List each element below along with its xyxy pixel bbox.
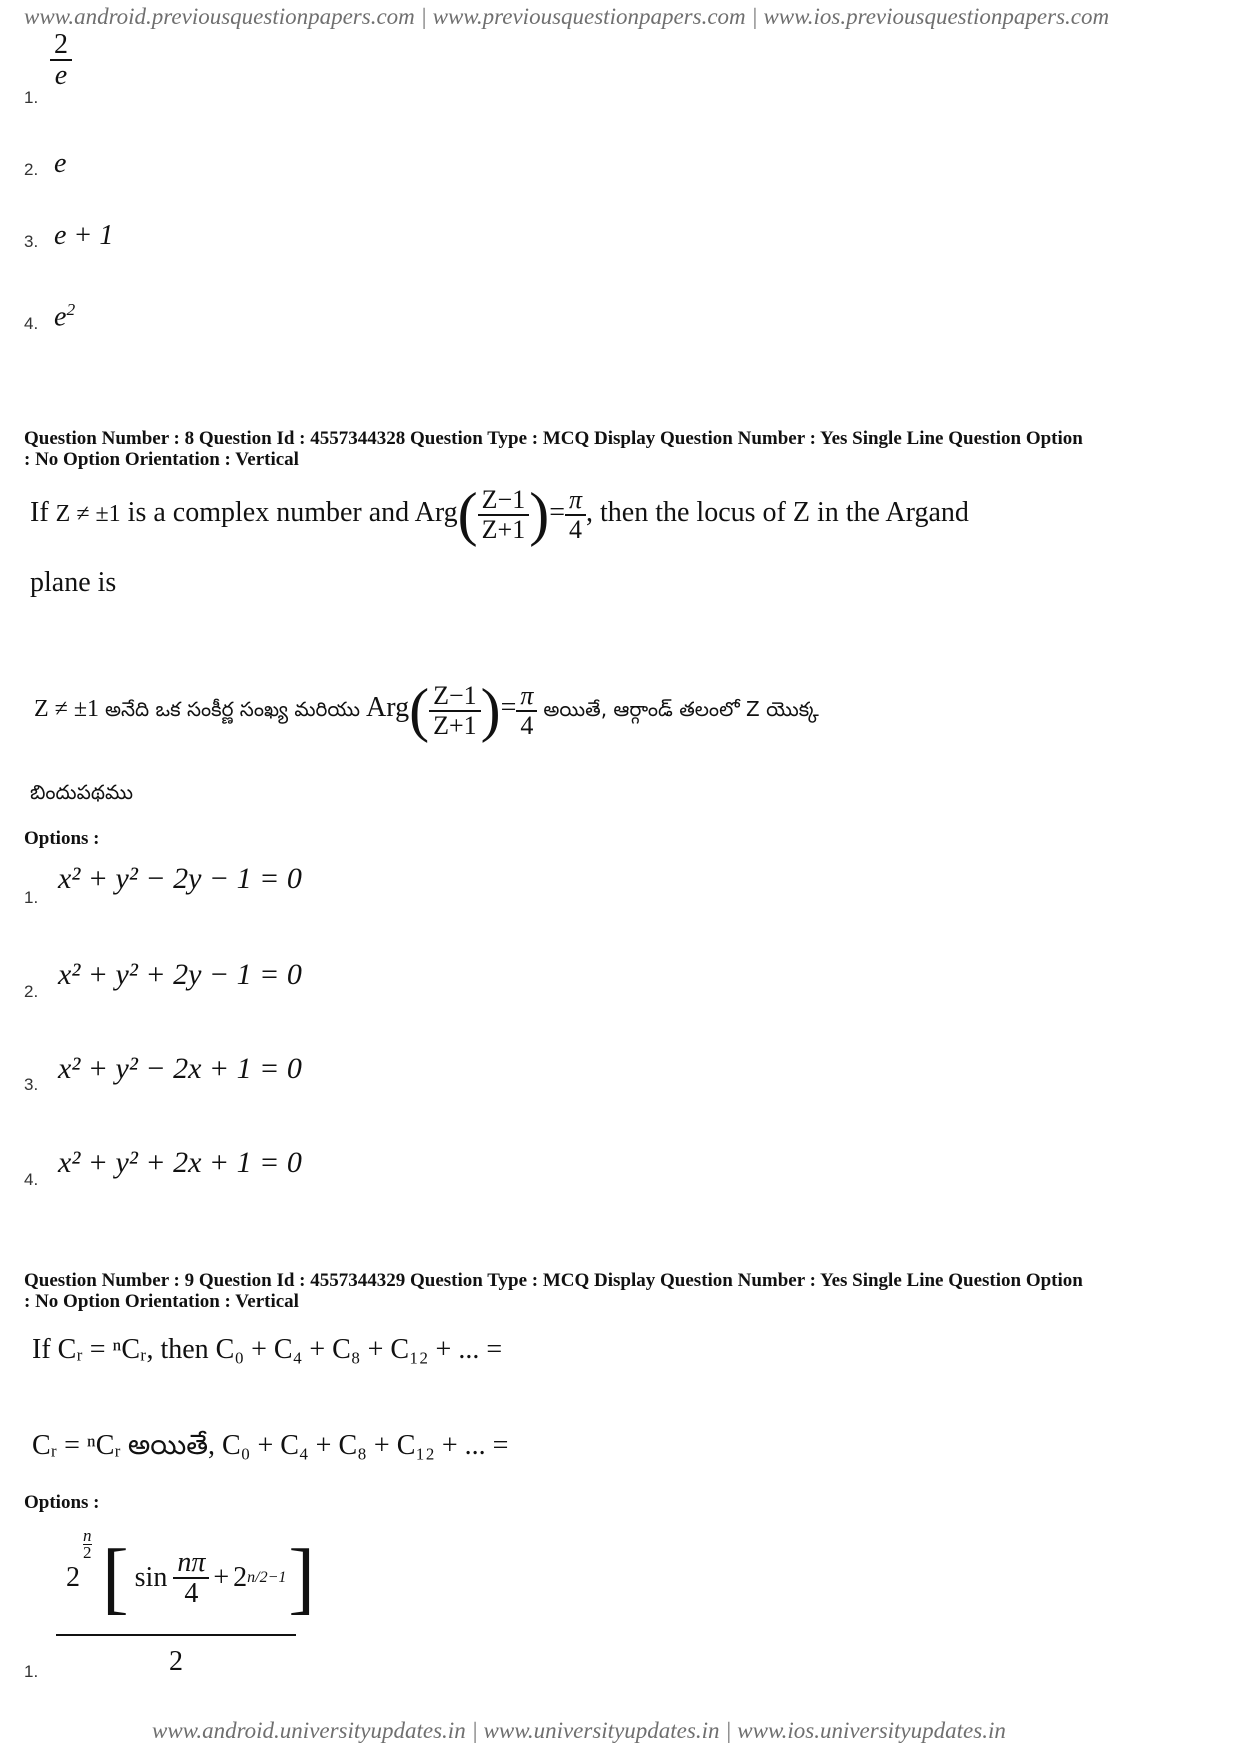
q8-en-part2: is a complex number and [127, 496, 410, 528]
question-8-telugu: Z ≠ ±1 అనేది ఒక సంకీర్ణ సంఖ్య మరియు Arg( $\frac{Z-1}{Z+1}$ )= $\frac{\pi}{4}$ అయితే, ఆర్గాండ్ తలంలో Z యొక్క [34, 677, 819, 743]
q8-en-condition: Z ≠ ±1 [55, 500, 121, 527]
option-text: x² + y² − 2x + 1 = 0 [58, 1052, 302, 1085]
main-denominator: 2 [56, 1634, 296, 1678]
power-exponent: 2 [66, 300, 76, 319]
q8-te-frac-num: Z−1 [429, 682, 481, 711]
option-number: 4. [24, 1170, 39, 1189]
meta-line-2: : No Option Orientation : Vertical [24, 1291, 299, 1312]
plus-sign: + [213, 1562, 230, 1593]
option-text [54, 300, 75, 333]
option-number: 4. [24, 314, 39, 333]
meta-line-1: Question Number : 9 Question Id : 4557344329 Question Type : MCQ Display Question Number : Yes Single Line Question Option [24, 1270, 1083, 1291]
option-text: x² + y² − 2y − 1 = 0 [58, 862, 302, 895]
option-text: e + 1 [54, 220, 114, 251]
option-number: 1. [24, 1662, 39, 1681]
exp-denominator: 2 [83, 1543, 92, 1562]
q8-te-arg: Arg [366, 692, 410, 724]
fraction-numerator: 2 [50, 30, 72, 61]
question-8-meta [24, 428, 1224, 470]
option-text: x² + y² + 2y − 1 = 0 [58, 958, 302, 991]
frac-numerator: nπ [173, 1548, 209, 1579]
q8-pi: π [565, 486, 586, 515]
fraction-denominator: e [54, 60, 68, 92]
q8-eq: = [549, 496, 565, 528]
q8-te-eq: = [500, 692, 517, 724]
q8-te-part2: అయితే, ఆర్గాండ్ తలంలో Z యొక్క [543, 697, 819, 722]
question-9-meta [24, 1270, 1224, 1312]
question-9-english: If Cᵣ = ⁿCᵣ, then C₀ + C₄ + C₈ + C₁₂ + ... = [32, 1334, 503, 1365]
power-base: e [54, 301, 67, 333]
q8-te-pi: π [516, 682, 537, 711]
exp-numerator: n [83, 1526, 92, 1545]
q8-options-label: Options : [24, 828, 100, 849]
q9-options-label: Options : [24, 1492, 100, 1513]
option-text: x² + y² + 2x + 1 = 0 [58, 1146, 302, 1179]
option-number: 3. [24, 1075, 39, 1094]
power-base: 2 [233, 1562, 248, 1593]
q8-arg: Arg [414, 496, 458, 528]
question-8-english: If Z ≠ ±1 is a complex number and Arg( $\frac{Z-1}{Z+1}$ )= $\frac{\pi}{4}$ , then the locus of Z in the Argand [30, 481, 969, 547]
meta-line-2: : No Option Orientation : Vertical [24, 449, 299, 470]
header-watermark: www.android.previousquestionpapers.com | www.previousquestionpapers.com | www.ios.previousquestionpapers.com [24, 4, 1110, 29]
question-9-telugu: Cᵣ = ⁿCᵣ అయితే, C₀ + C₄ + C₈ + C₁₂ + ... = [32, 1430, 509, 1461]
q8-te-part1: అనేది ఒక సంకీర్ణ సంఖ్య మరియు [105, 697, 361, 722]
q8-te-condition: Z ≠ ±1 [34, 696, 100, 723]
option-number: 1. [24, 88, 39, 107]
sin-label: sin [134, 1562, 168, 1593]
q8-frac-den: Z+1 [481, 514, 526, 544]
q8-en-part3: , then the locus of Z in the Argand [586, 496, 969, 528]
meta-line-1: Question Number : 8 Question Id : 4557344328 Question Type : MCQ Display Question Number : Yes Single Line Question Option [24, 428, 1083, 449]
power-base: 2 [66, 1562, 80, 1593]
q8-te-line2: బిందుపథము [30, 780, 134, 804]
option-text: e [54, 148, 67, 179]
option-number: 1. [24, 888, 39, 907]
q8-te-frac-den: Z+1 [433, 710, 477, 740]
frac-denominator: 4 [184, 1578, 199, 1609]
footer-watermark: www.android.universityupdates.in | www.universityupdates.in | www.ios.universityupdates.in [152, 1718, 1006, 1743]
power-exponent: n/2−1 [247, 1569, 287, 1586]
q8-four: 4 [569, 514, 582, 544]
q8-frac-num: Z−1 [478, 486, 530, 515]
option-number: 3. [24, 232, 39, 251]
option-fraction [50, 30, 72, 91]
option-fraction: 2 $\frac{n}{2}$ [ sin $\frac{n\pi}{4}$ + 2 n/2−1 ] 2 [56, 1522, 300, 1678]
option-number: 2. [24, 160, 39, 179]
q8-en-part1: If [30, 496, 49, 528]
option-number: 2. [24, 982, 39, 1001]
q8-en-line2: plane is [30, 567, 117, 598]
q8-te-four: 4 [520, 710, 534, 740]
